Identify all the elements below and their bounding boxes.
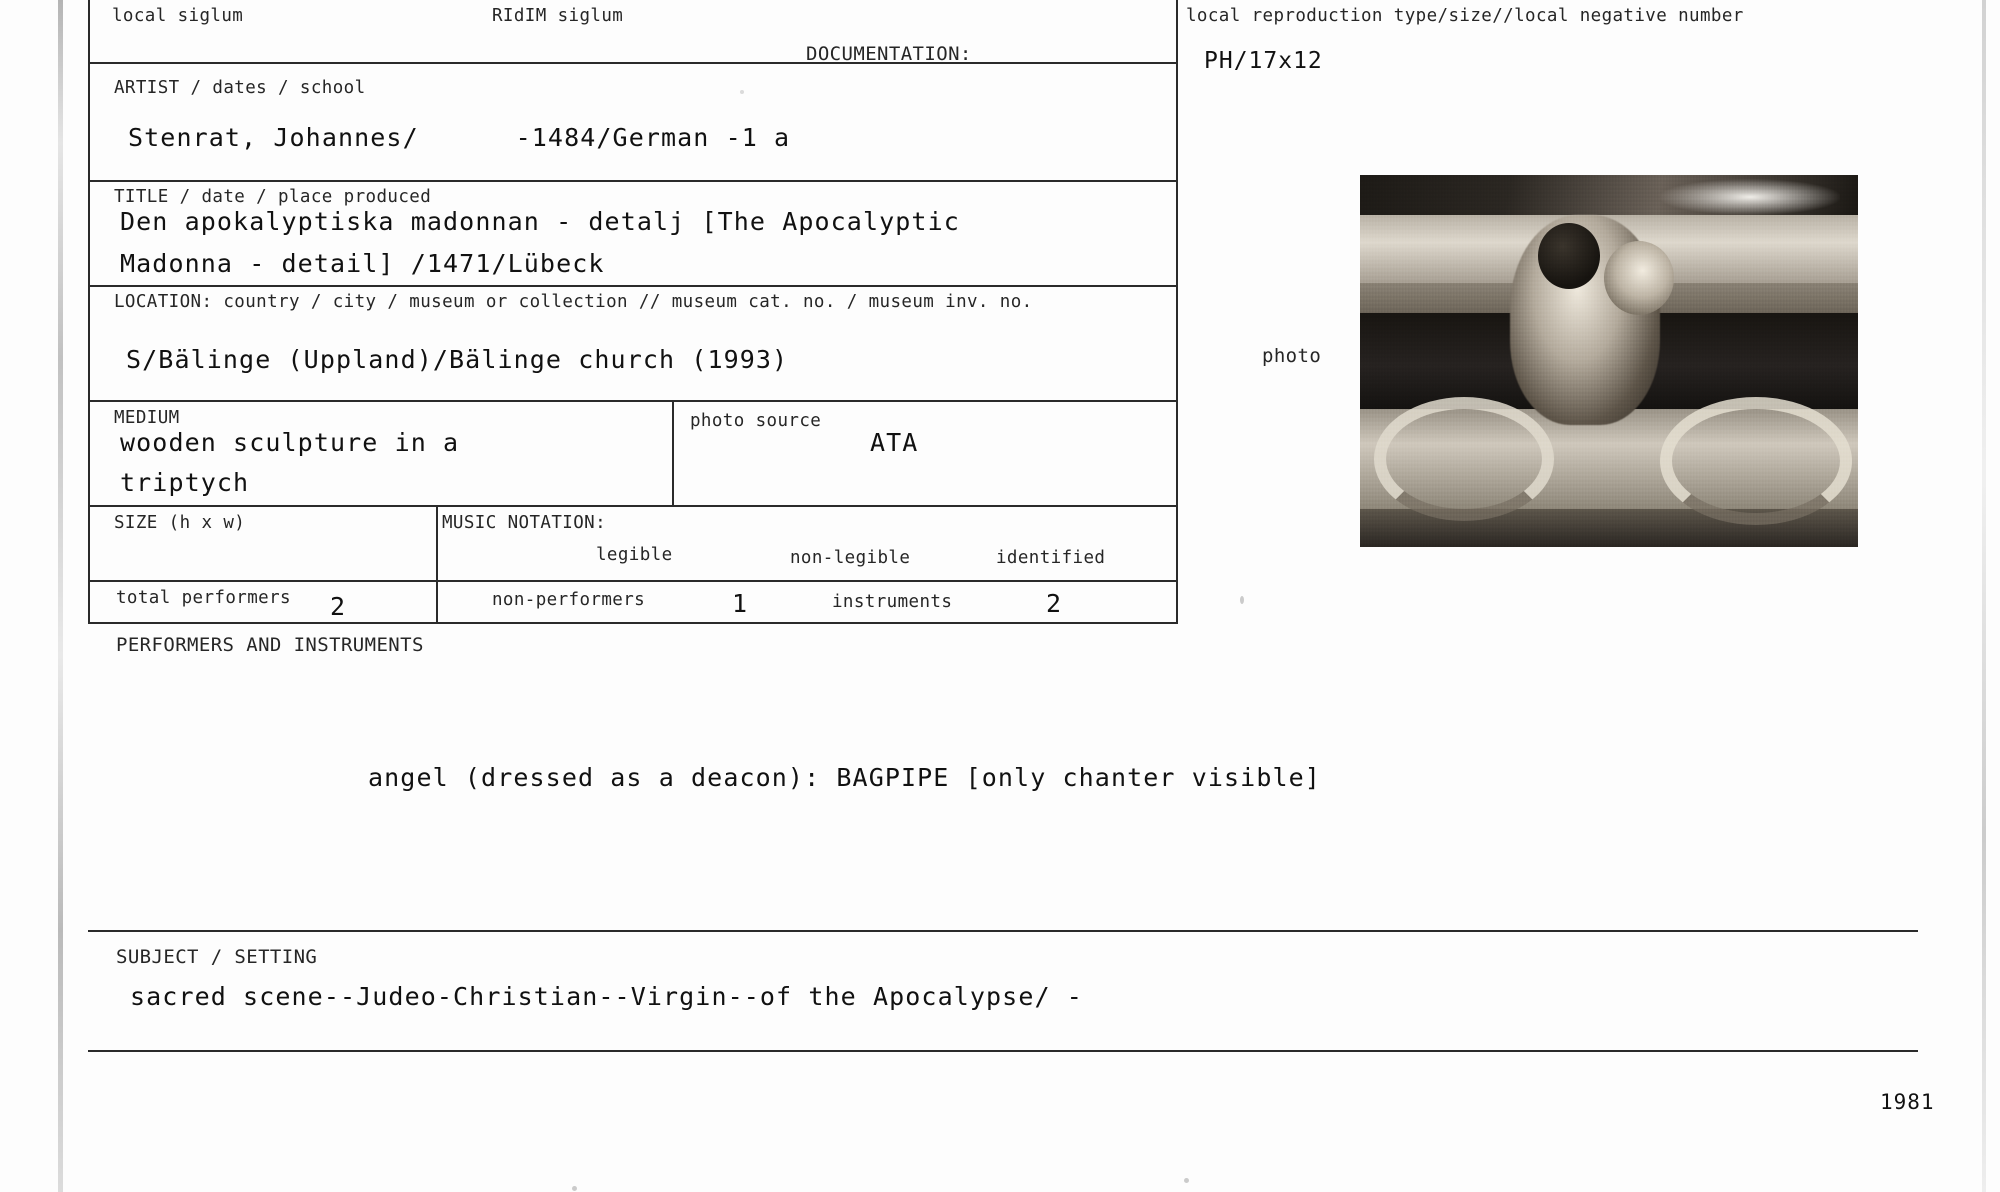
instruments-value: 2 [1046, 589, 1062, 618]
rule-under-size [88, 580, 1178, 582]
location-label: LOCATION: country / city / museum or collection // museum cat. no. / museum inv. no. [114, 292, 1033, 312]
documentation-label: DOCUMENTATION: [806, 43, 972, 65]
performers-value: angel (dressed as a deacon): BAGPIPE [only chanter visible] [368, 763, 1321, 792]
scan-speck [1184, 1178, 1189, 1183]
location-value: S/Bälinge (Uppland)/Bälinge church (1993) [126, 345, 789, 374]
reproduction-label: local reproduction type/size//local negative number [1186, 6, 1744, 26]
performers-label: PERFORMERS AND INSTRUMENTS [116, 634, 424, 656]
rule-size-music-divider [436, 505, 438, 622]
artist-label: ARTIST / dates / school [114, 78, 366, 98]
medium-value-line1: wooden sculpture in a [120, 428, 460, 457]
music-notation-option-non-legible[interactable]: non-legible [790, 548, 911, 568]
scan-edge-right [1982, 0, 1986, 1192]
rule-above-subject [88, 930, 1918, 932]
size-label: SIZE (h x w) [114, 513, 246, 533]
rule-left-border [88, 0, 90, 622]
instruments-label: instruments [832, 592, 953, 612]
year-stamp: 1981 [1880, 1090, 1935, 1114]
music-notation-label: MUSIC NOTATION: [442, 513, 607, 533]
rule-under-artist [88, 180, 1178, 182]
scan-speck [572, 1186, 577, 1191]
subject-label: SUBJECT / SETTING [116, 946, 318, 968]
rule-under-title [88, 285, 1178, 287]
rule-under-counts [88, 622, 1178, 624]
title-value-line2: Madonna - detail] /1471/Lübeck [120, 249, 605, 278]
local-siglum-label: local siglum [112, 6, 244, 26]
total-performers-label: total performers [116, 588, 291, 608]
scan-edge-left [58, 0, 63, 1192]
rule-under-header [88, 62, 1178, 64]
reproduction-value: PH/17x12 [1204, 48, 1323, 74]
medium-label: MEDIUM [114, 408, 180, 428]
photograph [1360, 175, 1858, 547]
photo-source-label: photo source [690, 411, 822, 431]
rule-photo-divider [1176, 0, 1178, 622]
rule-medium-photosource-divider [672, 400, 674, 505]
ridim-siglum-label: RIdIM siglum [492, 6, 624, 26]
music-notation-option-legible[interactable]: legible [596, 545, 673, 565]
photo-caption: photo [1262, 345, 1322, 367]
rule-under-location [88, 400, 1178, 402]
artist-value: Stenrat, Johannes/ -1484/German -1 a [128, 123, 791, 152]
non-performers-label: non-performers [492, 590, 646, 610]
scan-speck [1240, 596, 1244, 604]
rule-under-subject [88, 1050, 1918, 1052]
photo-source-value: ATA [870, 428, 919, 457]
photo-film-grain [1360, 175, 1858, 547]
title-value-line1: Den apokalyptiska madonnan - detalj [The Apocalyptic [120, 207, 960, 236]
non-performers-value: 1 [732, 589, 748, 618]
rule-under-medium [88, 505, 1178, 507]
medium-value-line2: triptych [120, 468, 250, 497]
music-notation-option-identified[interactable]: identified [996, 548, 1106, 568]
total-performers-value: 2 [330, 592, 346, 621]
subject-value: sacred scene--Judeo-Christian--Virgin--of the Apocalypse/ - [130, 982, 1083, 1011]
scan-speck [740, 90, 744, 94]
title-label: TITLE / date / place produced [114, 187, 432, 207]
